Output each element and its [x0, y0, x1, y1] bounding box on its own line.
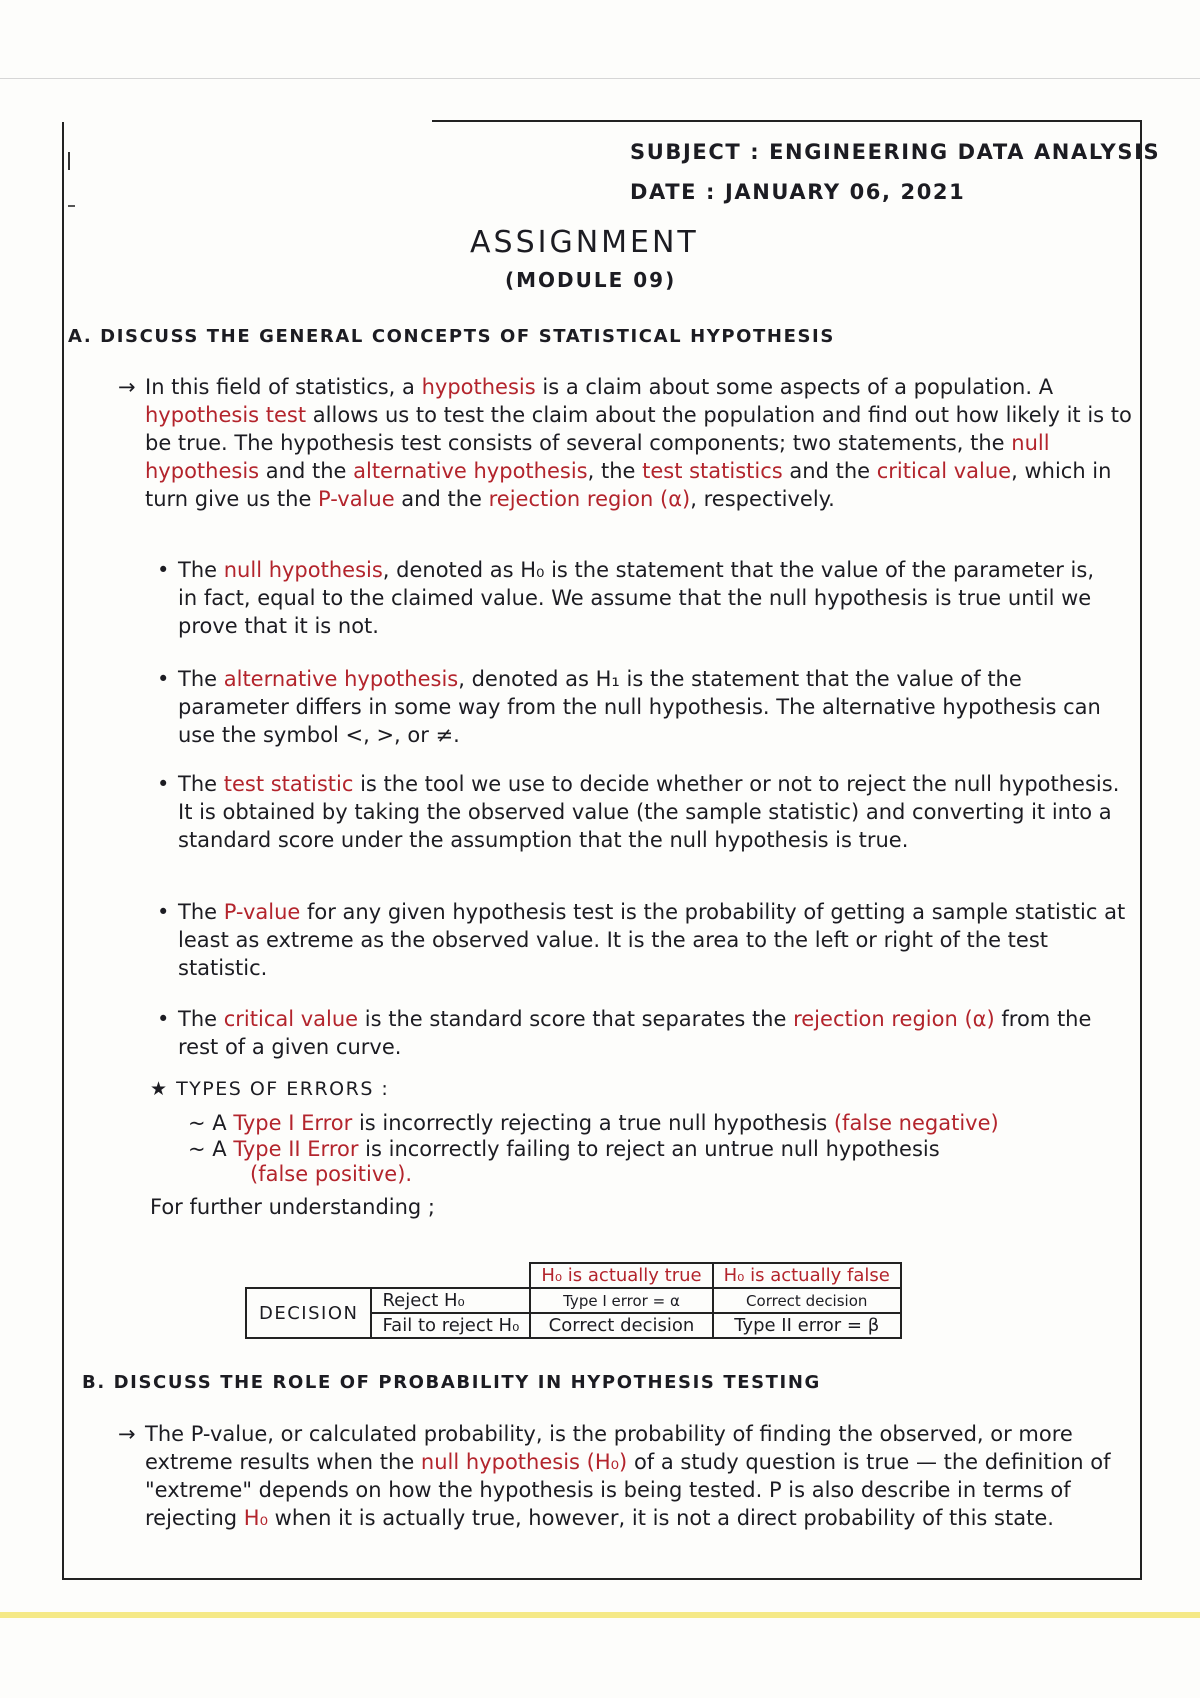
critical-value-paragraph: The critical value is the standard score that separates the rejection region (α) from the rest of a given curve.: [178, 1007, 1092, 1059]
cell-type-two-error: Type II error = β: [713, 1313, 901, 1338]
types-of-errors-heading: ★ TYPES OF ERRORS :: [150, 1078, 390, 1100]
section-a-intro: In this field of statistics, a hypothesis is a claim about some aspects of a population. A hypothesis test allows us to test the claim about the population and find out how likely it is to be true. The hypothesis test consists of several components; two statements, the null hypothesis and the alternative hypothesis, the test statistics and the critical value, which in turn give us the P-value and the rejection region (α), respectively.: [145, 375, 1132, 511]
page-mark: [68, 152, 70, 170]
column-header-h0-false: H₀ is actually false: [713, 1263, 901, 1288]
arrow-icon: →: [118, 375, 136, 399]
type-two-error-note: (false positive).: [250, 1162, 413, 1186]
page-subtitle: (MODULE 09): [505, 268, 677, 292]
cell-type-one-error: Type I error = α: [530, 1288, 712, 1313]
row-label-decision: DECISION: [246, 1288, 371, 1338]
table-row: [246, 1288, 901, 1313]
bullet-icon: •: [157, 772, 170, 796]
bullet-icon: •: [157, 558, 170, 582]
arrow-icon: →: [118, 1422, 136, 1446]
null-hypothesis-paragraph: The null hypothesis, denoted as H₀ is the statement that the value of the parameter is, in fact, equal to the claimed value. We assume that the null hypothesis is true until we prove that it is not.: [178, 558, 1095, 638]
bullet-icon: •: [157, 900, 170, 924]
cell-correct-decision: Correct decision: [530, 1313, 712, 1338]
page-title: ASSIGNMENT: [470, 225, 699, 260]
section-a-question: A. DISCUSS THE GENERAL CONCEPTS OF STATISTICAL HYPOTHESIS: [68, 326, 835, 347]
page-border-left: [62, 120, 64, 1580]
page-dash-mark: [68, 205, 75, 207]
highlighter-streak: [0, 1612, 1200, 1618]
type-one-error-line: ~ A Type I Error is incorrectly rejecting a true null hypothesis (false negative): [188, 1111, 999, 1135]
cell-correct-decision: Correct decision: [713, 1288, 901, 1313]
further-understanding-line: For further understanding ;: [150, 1195, 436, 1219]
bullet-icon: •: [157, 667, 170, 691]
bullet-icon: •: [157, 1007, 170, 1031]
alternative-hypothesis-paragraph: The alternative hypothesis, denoted as H₁ is the statement that the value of the parameter differs in some way from the null hypothesis. The alternative hypothesis can use the symbol <, >, or ≠.: [178, 667, 1101, 747]
section-b-body: The P-value, or calculated probability, is the probability of finding the observed, or more extreme results when the null hypothesis (H₀) of a study question is true — the definition of "extreme" depends on how the hypothesis is being tested. P is also describe in terms of rejecting H₀ when it is actually true, however, it is not a direct probability of this state.: [145, 1422, 1111, 1530]
decision-table: [245, 1262, 902, 1339]
row-label-reject: Reject H₀: [371, 1288, 530, 1313]
paper-edge-line: [0, 78, 1200, 79]
test-statistic-paragraph: The test statistic is the tool we use to decide whether or not to reject the null hypothesis. It is obtained by taking the observed value (the sample statistic) and converting it into a standard score under the assumption that the null hypothesis is true.: [178, 772, 1120, 852]
type-two-error-line: ~ A Type II Error is incorrectly failing to reject an untrue null hypothesis: [188, 1137, 940, 1161]
date-line: DATE : JANUARY 06, 2021: [630, 180, 966, 204]
subject-line: SUBJECT : ENGINEERING DATA ANALYSIS: [630, 140, 1161, 164]
table-row: [246, 1263, 901, 1288]
column-header-h0-true: H₀ is actually true: [530, 1263, 712, 1288]
section-b-question: B. DISCUSS THE ROLE OF PROBABILITY IN HYPOTHESIS TESTING: [82, 1372, 821, 1393]
row-label-fail-to-reject: Fail to reject H₀: [371, 1313, 530, 1338]
p-value-paragraph: The P-value for any given hypothesis test is the probability of getting a sample statistic at least as extreme as the observed value. It is the area to the left or right of the test statistic.: [178, 900, 1126, 980]
